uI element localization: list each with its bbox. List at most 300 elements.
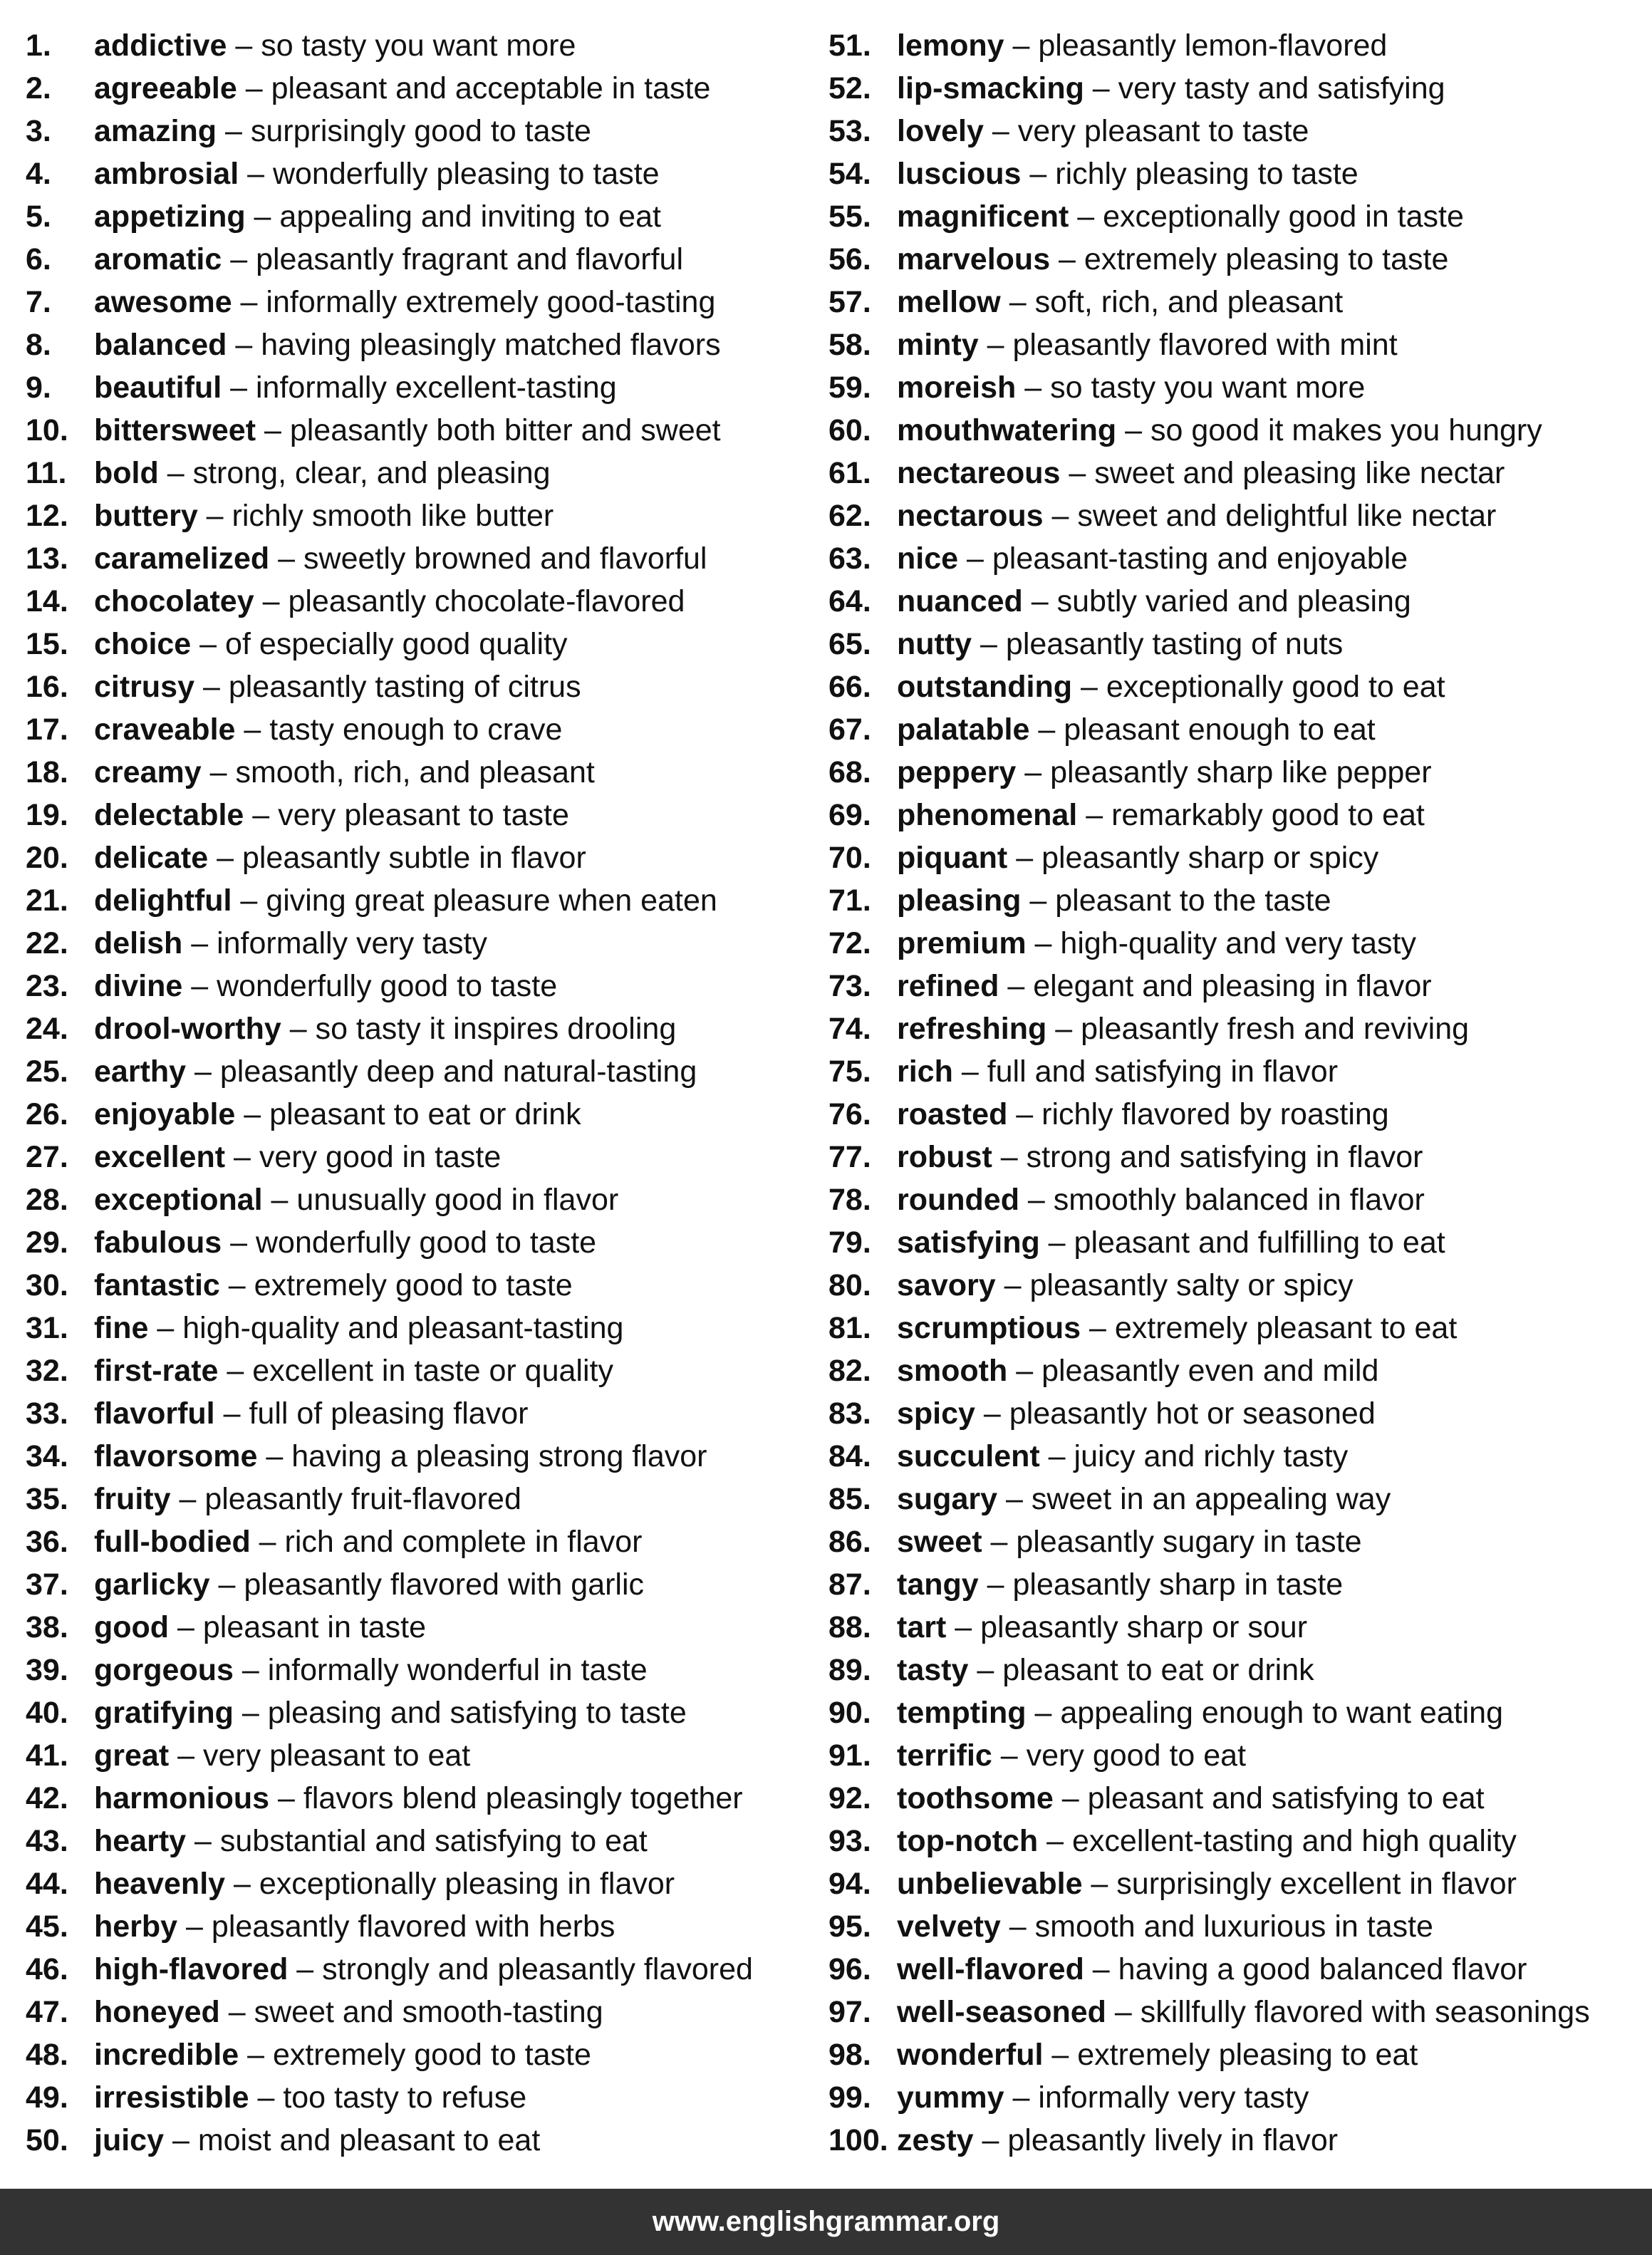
item-number: 69. (828, 798, 871, 832)
item-definition: wonderfully good to taste (217, 969, 558, 1003)
item-number: 18. (26, 755, 68, 789)
item-separator: – (288, 1952, 323, 1986)
item-definition: exceptionally good in taste (1103, 199, 1464, 234)
item-separator: – (249, 2080, 284, 2115)
item-word: enjoyable (94, 1097, 236, 1131)
item-word: incredible (94, 2038, 239, 2072)
list-item (828, 751, 1648, 794)
word-list-right (828, 24, 1648, 2162)
item-definition: tasty enough to crave (269, 712, 563, 747)
item-number: 64. (828, 584, 871, 618)
item-separator: – (982, 1525, 1017, 1559)
item-number: 45. (26, 1909, 68, 1944)
item-separator: – (992, 1140, 1027, 1174)
item-number: 57. (828, 285, 871, 319)
list-item (26, 1478, 816, 1520)
item-word: robust (897, 1140, 992, 1174)
item-separator: – (1081, 1311, 1115, 1345)
list-item (828, 281, 1648, 323)
item-number: 41. (26, 1738, 68, 1773)
list-item (26, 1606, 816, 1649)
item-definition: so tasty you want more (261, 28, 576, 63)
item-separator: – (194, 670, 229, 704)
list-item (26, 580, 816, 623)
list-item (26, 1691, 816, 1734)
item-number: 34. (26, 1439, 68, 1473)
item-definition: smooth, rich, and pleasant (235, 755, 595, 789)
item-number: 2. (26, 71, 51, 105)
item-separator: – (239, 2038, 273, 2072)
item-number: 13. (26, 541, 68, 576)
item-definition: sweet and smooth-tasting (254, 1995, 603, 2029)
list-item (26, 494, 816, 537)
item-definition: soft, rich, and pleasant (1034, 285, 1344, 319)
list-item (828, 794, 1648, 836)
list-item (26, 1905, 816, 1948)
list-item (828, 836, 1648, 879)
item-separator: – (158, 456, 193, 490)
item-word: rich (897, 1054, 953, 1089)
list-item (828, 452, 1648, 494)
item-number: 83. (828, 1396, 871, 1431)
item-word: choice (94, 627, 192, 661)
item-separator: – (1000, 1909, 1035, 1944)
item-definition: full of pleasing flavor (249, 1396, 529, 1431)
item-separator: – (992, 1738, 1027, 1773)
item-word: flavorful (94, 1396, 215, 1431)
item-separator: – (148, 1311, 183, 1345)
list-item (828, 537, 1648, 580)
item-definition: sweet and pleasing like nectar (1094, 456, 1505, 490)
item-definition: exceptionally good to eat (1106, 670, 1445, 704)
item-definition: pleasantly even and mild (1041, 1354, 1379, 1388)
item-word: earthy (94, 1054, 187, 1089)
list-item (828, 1093, 1648, 1136)
list-item (26, 1221, 816, 1264)
list-item (26, 67, 816, 110)
item-word: fruity (94, 1482, 171, 1516)
item-number: 51. (828, 28, 871, 63)
list-item (26, 1178, 816, 1221)
item-separator: – (1082, 1867, 1117, 1901)
item-number: 52. (828, 71, 871, 105)
item-definition: very pleasant to eat (202, 1738, 471, 1773)
item-definition: pleasantly hot or seasoned (1009, 1396, 1376, 1431)
footer-url: www.englishgrammar.org (652, 2206, 1000, 2237)
item-word: minty (897, 328, 979, 362)
item-number: 53. (828, 114, 871, 148)
item-definition: smoothly balanced in flavor (1053, 1183, 1425, 1217)
item-word: craveable (94, 712, 236, 747)
list-item (26, 152, 816, 195)
item-separator: – (1039, 1225, 1074, 1260)
list-item (26, 1520, 816, 1563)
item-number: 65. (828, 627, 871, 661)
item-number: 20. (26, 841, 68, 875)
item-definition: sweet in an appealing way (1031, 1482, 1391, 1516)
item-definition: pleasantly tasting of citrus (228, 670, 581, 704)
item-word: scrumptious (897, 1311, 1081, 1345)
item-word: nectareous (897, 456, 1061, 490)
item-definition: smooth and luxurious in taste (1034, 1909, 1433, 1944)
item-number: 98. (828, 2038, 871, 2072)
item-number: 40. (26, 1696, 68, 1730)
item-separator: – (170, 1482, 205, 1516)
item-number: 17. (26, 712, 68, 747)
item-number: 79. (828, 1225, 871, 1260)
item-word: delectable (94, 798, 244, 832)
item-word: chocolatey (94, 584, 254, 618)
list-item (828, 409, 1648, 452)
item-separator: – (978, 328, 1013, 362)
item-separator: – (235, 712, 270, 747)
item-number: 48. (26, 2038, 68, 2072)
item-definition: so tasty it inspires drooling (315, 1012, 677, 1046)
item-word: well-flavored (897, 1952, 1084, 1986)
item-definition: richly flavored by roasting (1041, 1097, 1389, 1131)
item-word: smooth (897, 1354, 1008, 1388)
item-definition: pleasant and fulfilling to eat (1074, 1225, 1445, 1260)
item-number: 70. (828, 841, 871, 875)
item-word: fabulous (94, 1225, 222, 1260)
item-word: harmonious (94, 1781, 270, 1815)
item-separator: – (1116, 413, 1150, 447)
item-definition: pleasantly subtle in flavor (241, 841, 586, 875)
item-separator: – (222, 242, 256, 276)
item-definition: substantial and satisfying to eat (219, 1824, 648, 1858)
list-item (828, 110, 1648, 152)
item-word: zesty (897, 2123, 974, 2157)
list-item (828, 1606, 1648, 1649)
item-number: 25. (26, 1054, 68, 1089)
item-number: 19. (26, 798, 68, 832)
item-definition: having pleasingly matched flavors (261, 328, 721, 362)
item-definition: wonderfully good to taste (255, 1225, 597, 1260)
item-word: lip-smacking (897, 71, 1084, 105)
item-word: nice (897, 541, 959, 576)
item-separator: – (269, 541, 304, 576)
item-number: 50. (26, 2123, 68, 2157)
list-item (26, 965, 816, 1007)
item-number: 12. (26, 499, 68, 533)
item-separator: – (232, 285, 266, 319)
item-definition: informally excellent-tasting (255, 370, 617, 405)
item-separator: – (995, 1268, 1030, 1302)
item-word: sweet (897, 1525, 982, 1559)
list-item (828, 965, 1648, 1007)
item-word: terrific (897, 1738, 992, 1773)
item-number: 75. (828, 1054, 871, 1089)
list-item (26, 1392, 816, 1435)
item-number: 78. (828, 1183, 871, 1217)
item-definition: pleasant enough to eat (1064, 712, 1376, 747)
item-number: 67. (828, 712, 871, 747)
item-separator: – (1019, 1183, 1054, 1217)
item-separator: – (281, 1012, 316, 1046)
item-separator: – (1016, 755, 1051, 789)
list-item (26, 323, 816, 366)
item-number: 22. (26, 926, 68, 960)
item-word: delightful (94, 883, 232, 918)
item-definition: pleasant-tasting and enjoyable (992, 541, 1408, 576)
item-separator: – (1072, 670, 1106, 704)
item-number: 47. (26, 1995, 68, 2029)
item-separator: – (222, 370, 256, 405)
list-item (26, 1777, 816, 1820)
item-word: full-bodied (94, 1525, 251, 1559)
list-item (828, 623, 1648, 665)
list-item (828, 1349, 1648, 1392)
item-definition: pleasantly sharp like pepper (1050, 755, 1432, 789)
item-number: 11. (26, 456, 67, 490)
list-item (26, 1948, 816, 1991)
item-separator: – (254, 584, 289, 618)
list-item (828, 323, 1648, 366)
list-item (26, 1435, 816, 1478)
item-definition: pleasantly lemon-flavored (1038, 28, 1388, 63)
item-word: tempting (897, 1696, 1027, 1730)
item-word: bittersweet (94, 413, 256, 447)
word-list-left (26, 24, 816, 2162)
item-separator: – (257, 1439, 292, 1473)
item-definition: pleasant and acceptable in taste (271, 71, 711, 105)
item-word: succulent (897, 1439, 1040, 1473)
item-word: tasty (897, 1653, 969, 1687)
item-word: gratifying (94, 1696, 234, 1730)
item-separator: – (1043, 499, 1078, 533)
list-item (26, 623, 816, 665)
item-separator: – (208, 841, 242, 875)
item-separator: – (946, 1610, 981, 1644)
item-word: top-notch (897, 1824, 1039, 1858)
list-item (26, 1862, 816, 1905)
item-separator: – (973, 2123, 1008, 2157)
item-separator: – (952, 1054, 987, 1089)
item-word: phenomenal (897, 798, 1078, 832)
list-item (828, 1777, 1648, 1820)
item-definition: excellent-tasting and high quality (1072, 1824, 1517, 1858)
item-word: excellent (94, 1140, 226, 1174)
item-word: good (94, 1610, 170, 1644)
item-separator: – (1060, 456, 1095, 490)
item-separator: – (1016, 370, 1051, 405)
item-number: 42. (26, 1781, 68, 1815)
item-number: 56. (828, 242, 871, 276)
item-definition: informally very tasty (1038, 2080, 1309, 2115)
item-number: 54. (828, 157, 871, 191)
item-definition: remarkably good to eat (1111, 798, 1425, 832)
item-definition: very pleasant to taste (278, 798, 569, 832)
item-definition: strong, clear, and pleasing (192, 456, 551, 490)
item-number: 3. (26, 114, 51, 148)
item-separator: – (958, 541, 992, 576)
item-separator: – (232, 883, 266, 918)
list-item (26, 238, 816, 281)
item-word: refreshing (897, 1012, 1047, 1046)
item-definition: extremely pleasant to eat (1114, 1311, 1458, 1345)
list-item (26, 452, 816, 494)
item-number: 31. (26, 1311, 68, 1345)
item-word: well-seasoned (897, 1995, 1106, 2029)
item-number: 36. (26, 1525, 68, 1559)
item-number: 93. (828, 1824, 871, 1858)
item-word: peppery (897, 755, 1017, 789)
item-separator: – (233, 1696, 268, 1730)
item-word: lemony (897, 28, 1004, 63)
item-word: yummy (897, 2080, 1004, 2115)
item-definition: excellent in taste or quality (252, 1354, 613, 1388)
item-number: 76. (828, 1097, 871, 1131)
item-separator: – (983, 114, 1018, 148)
item-definition: informally extremely good-tasting (266, 285, 716, 319)
item-word: delish (94, 926, 183, 960)
item-definition: pleasantly sharp or sour (980, 1610, 1308, 1644)
item-word: juicy (94, 2123, 164, 2157)
item-separator: – (244, 798, 279, 832)
item-word: herby (94, 1909, 178, 1944)
item-number: 24. (26, 1012, 68, 1046)
item-definition: extremely pleasing to eat (1077, 2038, 1418, 2072)
item-separator: – (968, 1653, 1003, 1687)
item-definition: of especially good quality (225, 627, 568, 661)
list-item (828, 2033, 1648, 2076)
item-number: 38. (26, 1610, 68, 1644)
item-definition: high-quality and very tasty (1060, 926, 1416, 960)
item-number: 89. (828, 1653, 871, 1687)
item-definition: strong and satisfying in flavor (1026, 1140, 1423, 1174)
item-word: balanced (94, 328, 227, 362)
item-separator: – (1077, 798, 1112, 832)
list-item (26, 1820, 816, 1862)
item-definition: unusually good in flavor (296, 1183, 619, 1217)
item-word: bold (94, 456, 159, 490)
item-number: 26. (26, 1097, 68, 1131)
item-separator: – (219, 1268, 254, 1302)
footer-bar (0, 2189, 1652, 2255)
list-item (26, 409, 816, 452)
item-definition: richly pleasing to taste (1055, 157, 1359, 191)
item-separator: – (1004, 28, 1039, 63)
item-number: 7. (26, 285, 51, 319)
item-number: 14. (26, 584, 68, 618)
item-definition: pleasantly sharp in taste (1012, 1567, 1344, 1602)
item-word: rounded (897, 1183, 1019, 1217)
item-separator: – (1084, 1952, 1118, 1986)
item-definition: pleasantly lively in flavor (1007, 2123, 1339, 2157)
list-item (26, 879, 816, 922)
item-number: 4. (26, 157, 51, 191)
item-definition: pleasantly flavored with herbs (211, 1909, 615, 1944)
list-item (828, 1991, 1648, 2033)
item-number: 23. (26, 969, 68, 1003)
list-item (828, 1136, 1648, 1178)
item-word: satisfying (897, 1225, 1040, 1260)
list-item (26, 1136, 816, 1178)
item-definition: pleasantly deep and natural-tasting (219, 1054, 697, 1089)
item-word: divine (94, 969, 183, 1003)
item-separator: – (209, 1567, 244, 1602)
item-number: 5. (26, 199, 51, 234)
list-item (828, 1007, 1648, 1050)
item-word: nuanced (897, 584, 1023, 618)
item-number: 82. (828, 1354, 871, 1388)
item-word: magnificent (897, 199, 1069, 234)
item-number: 61. (828, 456, 871, 490)
item-definition: pleasant and satisfying to eat (1087, 1781, 1485, 1815)
list-item (828, 238, 1648, 281)
list-item (26, 537, 816, 580)
list-item (828, 2119, 1648, 2162)
item-definition: having a good balanced flavor (1118, 1952, 1527, 1986)
item-definition: pleasantly fresh and reviving (1081, 1012, 1470, 1046)
item-word: outstanding (897, 670, 1073, 704)
item-word: honeyed (94, 1995, 220, 2029)
list-item (26, 195, 816, 238)
item-number: 58. (828, 328, 871, 362)
list-item (828, 67, 1648, 110)
item-definition: pleasantly salty or spicy (1029, 1268, 1354, 1302)
item-number: 16. (26, 670, 68, 704)
item-word: nutty (897, 627, 972, 661)
item-number: 87. (828, 1567, 871, 1602)
item-separator: – (1046, 1012, 1081, 1046)
item-number: 88. (828, 1610, 871, 1644)
list-item (26, 2076, 816, 2119)
item-word: appetizing (94, 199, 246, 234)
item-word: great (94, 1738, 170, 1773)
item-number: 9. (26, 370, 51, 405)
item-definition: pleasing and satisfying to taste (267, 1696, 687, 1730)
item-number: 29. (26, 1225, 68, 1260)
item-word: awesome (94, 285, 232, 319)
item-word: roasted (897, 1097, 1008, 1131)
item-definition: juicy and richly tasty (1074, 1439, 1349, 1473)
item-word: creamy (94, 755, 202, 789)
item-number: 84. (828, 1439, 871, 1473)
item-definition: so good it makes you hungry (1150, 413, 1542, 447)
item-word: premium (897, 926, 1027, 960)
item-definition: pleasantly both bitter and sweet (289, 413, 721, 447)
item-number: 100. (828, 2123, 888, 2157)
item-separator: – (182, 926, 217, 960)
item-number: 95. (828, 1909, 871, 1944)
list-item (26, 1007, 816, 1050)
item-separator: – (1021, 883, 1056, 918)
item-number: 35. (26, 1482, 68, 1516)
item-separator: – (233, 1653, 268, 1687)
item-separator: – (1084, 71, 1118, 105)
list-item (26, 1649, 816, 1691)
list-item (26, 281, 816, 323)
item-definition: pleasantly flavored with mint (1012, 328, 1398, 362)
item-separator: – (169, 1610, 203, 1644)
item-word: palatable (897, 712, 1030, 747)
item-separator: – (186, 1054, 220, 1089)
item-definition: pleasantly flavored with garlic (244, 1567, 645, 1602)
list-item (828, 1563, 1648, 1606)
item-word: amazing (94, 114, 217, 148)
item-number: 60. (828, 413, 871, 447)
list-item (26, 1050, 816, 1093)
item-separator: – (1004, 2080, 1039, 2115)
list-item (26, 751, 816, 794)
item-separator: – (256, 413, 290, 447)
item-number: 94. (828, 1867, 871, 1901)
item-definition: surprisingly excellent in flavor (1116, 1867, 1517, 1901)
list-item (828, 1050, 1648, 1093)
list-item (828, 879, 1648, 922)
list-item (828, 1221, 1648, 1264)
